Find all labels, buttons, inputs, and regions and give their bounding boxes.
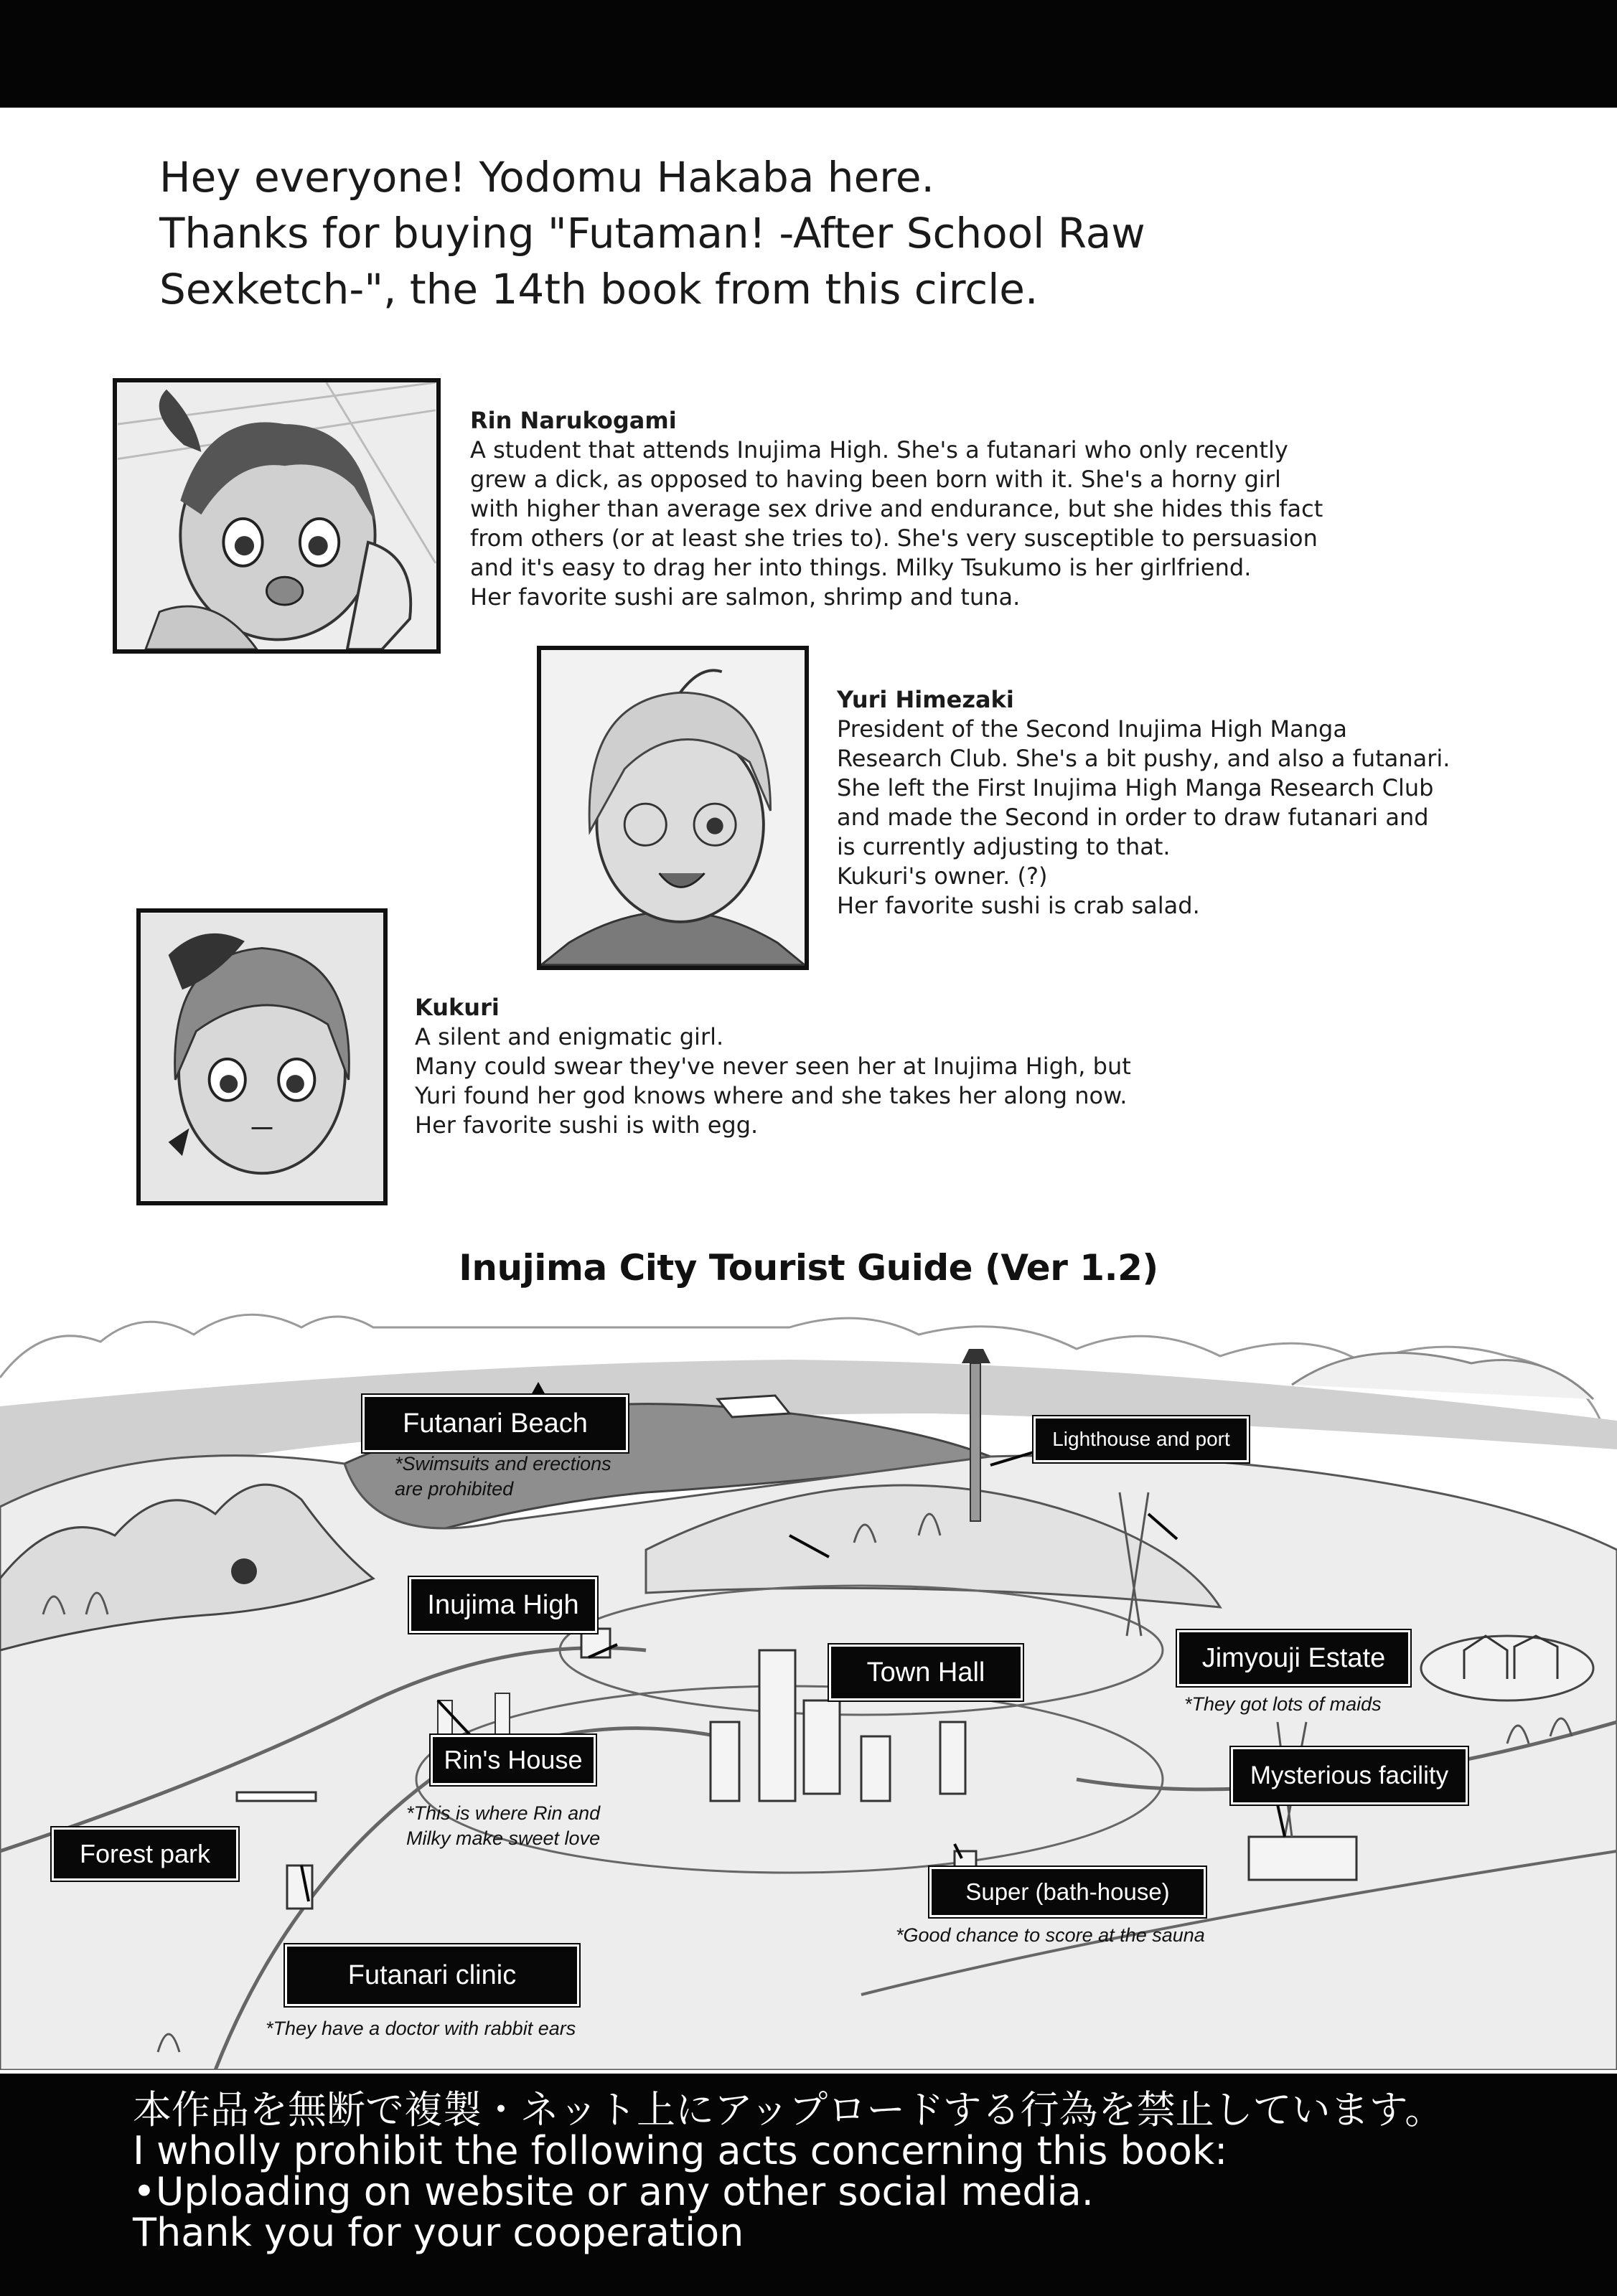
bio-line: Her favorite sushi are salmon, shrimp and tuna. xyxy=(470,583,1021,611)
copyright-notice xyxy=(133,2089,1568,2253)
guide-title: Inujima City Tourist Guide (Ver 1.2) xyxy=(459,1247,1158,1289)
forest-park-label: Forest park xyxy=(52,1827,238,1881)
jimyouji-estate-label: Jimyouji Estate xyxy=(1177,1630,1410,1686)
note-line: *This is where Rin and xyxy=(406,1802,601,1824)
bio-line: Kukuri's owner. (?) xyxy=(837,862,1048,890)
town-hall-label: Town Hall xyxy=(829,1645,1023,1700)
futanari-clinic-label: Futanari clinic xyxy=(285,1944,579,2006)
bio-line: Her favorite sushi is with egg. xyxy=(415,1111,759,1139)
bio-line: and made the Second in order to draw futanari and xyxy=(837,804,1429,831)
character-name: Rin Narukogami xyxy=(470,407,677,434)
rin-bio xyxy=(470,406,1323,612)
beach-note xyxy=(395,1452,611,1502)
clinic-note xyxy=(266,2016,576,2041)
character-name: Yuri Himezaki xyxy=(837,686,1014,713)
note-line: Milky make sweet love xyxy=(406,1827,601,1849)
bio-line: is currently adjusting to that. xyxy=(837,833,1171,860)
rin-portrait xyxy=(113,378,441,654)
yuri-bio xyxy=(837,685,1450,921)
intro-line: Hey everyone! Yodomu Hakaba here. xyxy=(159,153,934,202)
bio-line: A silent and enigmatic girl. xyxy=(415,1023,724,1050)
city-map xyxy=(0,1277,1617,2070)
notice-line: 本作品を無断で複製・ネット上にアップロードする行為を禁止しています。 xyxy=(133,2087,1444,2132)
top-black-bar xyxy=(0,0,1617,108)
intro-text xyxy=(159,149,1451,317)
note-line: are prohibited xyxy=(395,1478,514,1500)
bio-line: and it's easy to drag her into things. Milky Tsukumo is her girlfriend. xyxy=(470,554,1252,581)
kukuri-bio xyxy=(415,993,1131,1140)
bio-line: Her favorite sushi is crab salad. xyxy=(837,892,1200,919)
lighthouse-label: Lighthouse and port xyxy=(1034,1416,1249,1462)
yuri-portrait xyxy=(537,646,809,970)
bio-line: grew a dick, as opposed to having been born with it. She's a horny girl xyxy=(470,466,1281,493)
bio-line: President of the Second Inujima High Manga xyxy=(837,715,1347,743)
rins-house-label: Rin's House xyxy=(431,1735,596,1785)
notice-line: I wholly prohibit the following acts concerning this book: xyxy=(133,2128,1228,2173)
super-note xyxy=(896,1923,1205,1948)
intro-line: Sexketch-", the 14th book from this circle. xyxy=(159,265,1039,314)
rin-illustration xyxy=(117,382,436,649)
intro-line: Thanks for buying "Futaman! -After School Raw xyxy=(159,209,1145,258)
note-line: *They have a doctor with rabbit ears xyxy=(266,2018,576,2039)
notice-line: Thank you for your cooperation xyxy=(133,2210,744,2255)
kukuri-portrait xyxy=(136,908,388,1205)
bio-line: Many could swear they've never seen her at Inujima High, but xyxy=(415,1053,1131,1080)
inujima-high-label: Inujima High xyxy=(409,1577,597,1633)
character-name: Kukuri xyxy=(415,994,500,1021)
bio-line: from others (or at least she tries to). She's very susceptible to persuasion xyxy=(470,524,1318,552)
bio-line: with higher than average sex drive and endurance, but she hides this fact xyxy=(470,495,1323,522)
futanari-beach-label: Futanari Beach xyxy=(362,1395,628,1452)
super-bath-house-label: Super (bath-house) xyxy=(929,1867,1206,1917)
yuri-illustration xyxy=(541,650,805,966)
rins-house-note xyxy=(406,1801,600,1851)
bio-line: She left the First Inujima High Manga Research Club xyxy=(837,774,1434,801)
note-line: *Good chance to score at the sauna xyxy=(896,1924,1205,1946)
mysterious-facility-label: Mysterious facility xyxy=(1231,1747,1468,1805)
notice-line: •Uploading on website or any other social media. xyxy=(133,2169,1094,2214)
kukuri-illustration xyxy=(141,913,383,1201)
bio-line: Research Club. She's a bit pushy, and also a futanari. xyxy=(837,745,1450,772)
note-line: *They got lots of maids xyxy=(1184,1693,1382,1715)
note-line: *Swimsuits and erections xyxy=(395,1453,611,1474)
jimyouji-note xyxy=(1184,1692,1382,1717)
bio-line: A student that attends Inujima High. She's a futanari who only recently xyxy=(470,436,1288,464)
bio-line: Yuri found her god knows where and she takes her along now. xyxy=(415,1082,1128,1109)
